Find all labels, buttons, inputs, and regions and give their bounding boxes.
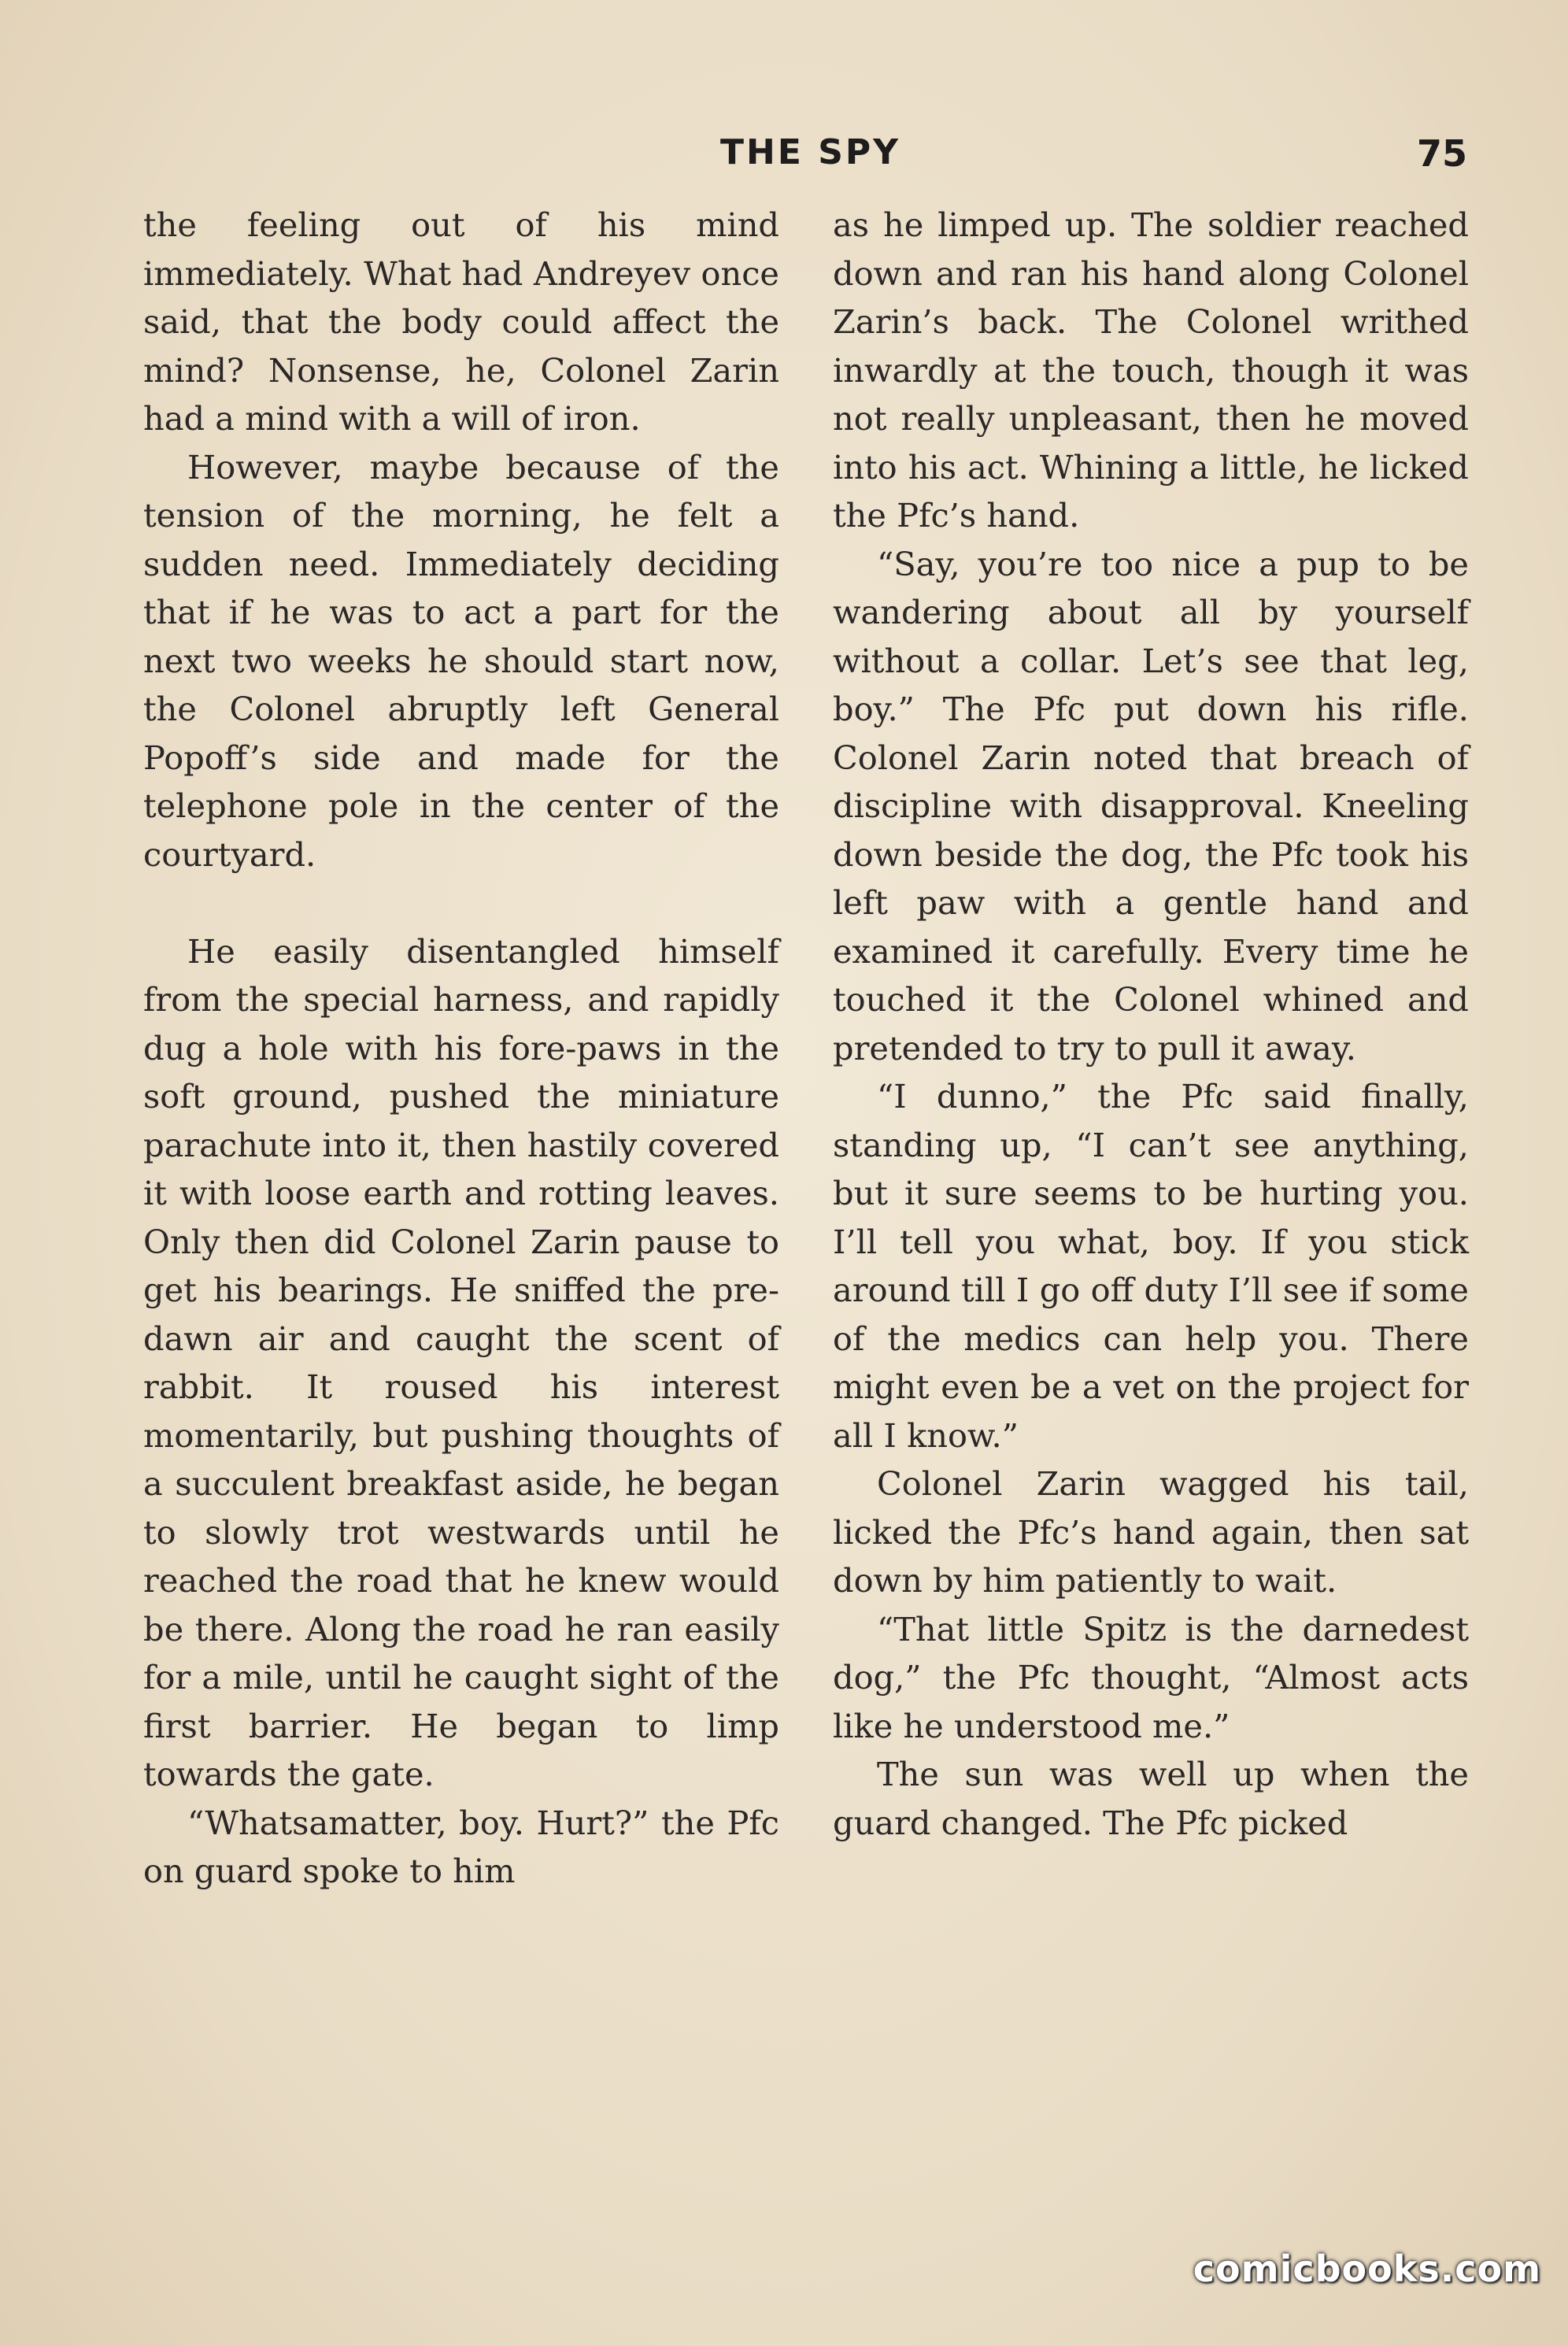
paragraph: “I dunno,” the Pfc said finally, standing up, “I can’t see anything, but it sure seems to be hurting you. I’ll tell you what, boy. If you stick around till I go off duty I’ll see if some of the medics can help you. There might even be a vet on the project for all I know.”: [833, 1077, 1469, 1455]
paragraph: Colonel Zarin wagged his tail, licked the Pfc’s hand again, then sat down by him patiently to wait.: [833, 1464, 1469, 1600]
paragraph: the feeling out of his mind immediately. What had Andreyev once said, that the body could affect the mind? Nonsense, he, Colonel Zarin had a mind with a will of iron.: [143, 205, 779, 438]
left-column: [143, 201, 779, 1896]
paragraph: “Whatsamatter, boy. Hurt?” the Pfc on guard spoke to him: [143, 1803, 779, 1890]
running-head: [0, 132, 1568, 179]
paragraph: He easily disentangled himself from the special harness, and rapidly dug a hole with his fore-paws in the soft ground, pushed the miniature parachute into it, then hastily covered it with loose earth and rotting leaves. Only then did Colonel Zarin pause to get his bearings. He sniffed the pre-dawn air and caught the scent of rabbit. It roused his interest momentarily, but pushing thoughts of a succulent breakfast aside, he began to slowly trot westwards until he reached the road that he knew would be there. Along the road he ran easily for a mile, until he caught sight of the first barrier. He began to limp towards the gate.: [143, 931, 779, 1793]
page-number: 75: [1417, 132, 1468, 175]
paragraph: “That little Spitz is the darnedest dog,” the Pfc thought, “Almost acts like he understood me.”: [833, 1609, 1469, 1745]
paragraph: However, maybe because of the tension of the morning, he felt a sudden need. Immediately deciding that if he was to act a part for the next two weeks he should start now, the Colonel abruptly left General Popoff’s side and made for the telephone pole in the center of the courtyard.: [143, 447, 779, 874]
paragraph: The sun was well up when the guard changed. The Pfc picked: [833, 1755, 1469, 1842]
paragraph: “Say, you’re too nice a pup to be wandering about all by yourself without a collar. Let’s see that leg, boy.” The Pfc put down his rifle. Colonel Zarin noted that breach of discipline with disapproval. Kneeling down beside the dog, the Pfc took his left paw with a gentle hand and examined it carefully. Every time he touched it the Colonel whined and pretended to try to pull it away.: [833, 544, 1469, 1068]
site-watermark: comicbooks.com: [1193, 2248, 1541, 2290]
right-column: [833, 201, 1469, 1847]
chapter-title: THE SPY: [720, 132, 901, 172]
paragraph: as he limped up. The soldier reached down and ran his hand along Colonel Zarin’s back. The Colonel writhed inwardly at the touch, though it was not really unpleasant, then he moved into his act. Whining a little, he licked the Pfc’s hand.: [833, 205, 1469, 535]
